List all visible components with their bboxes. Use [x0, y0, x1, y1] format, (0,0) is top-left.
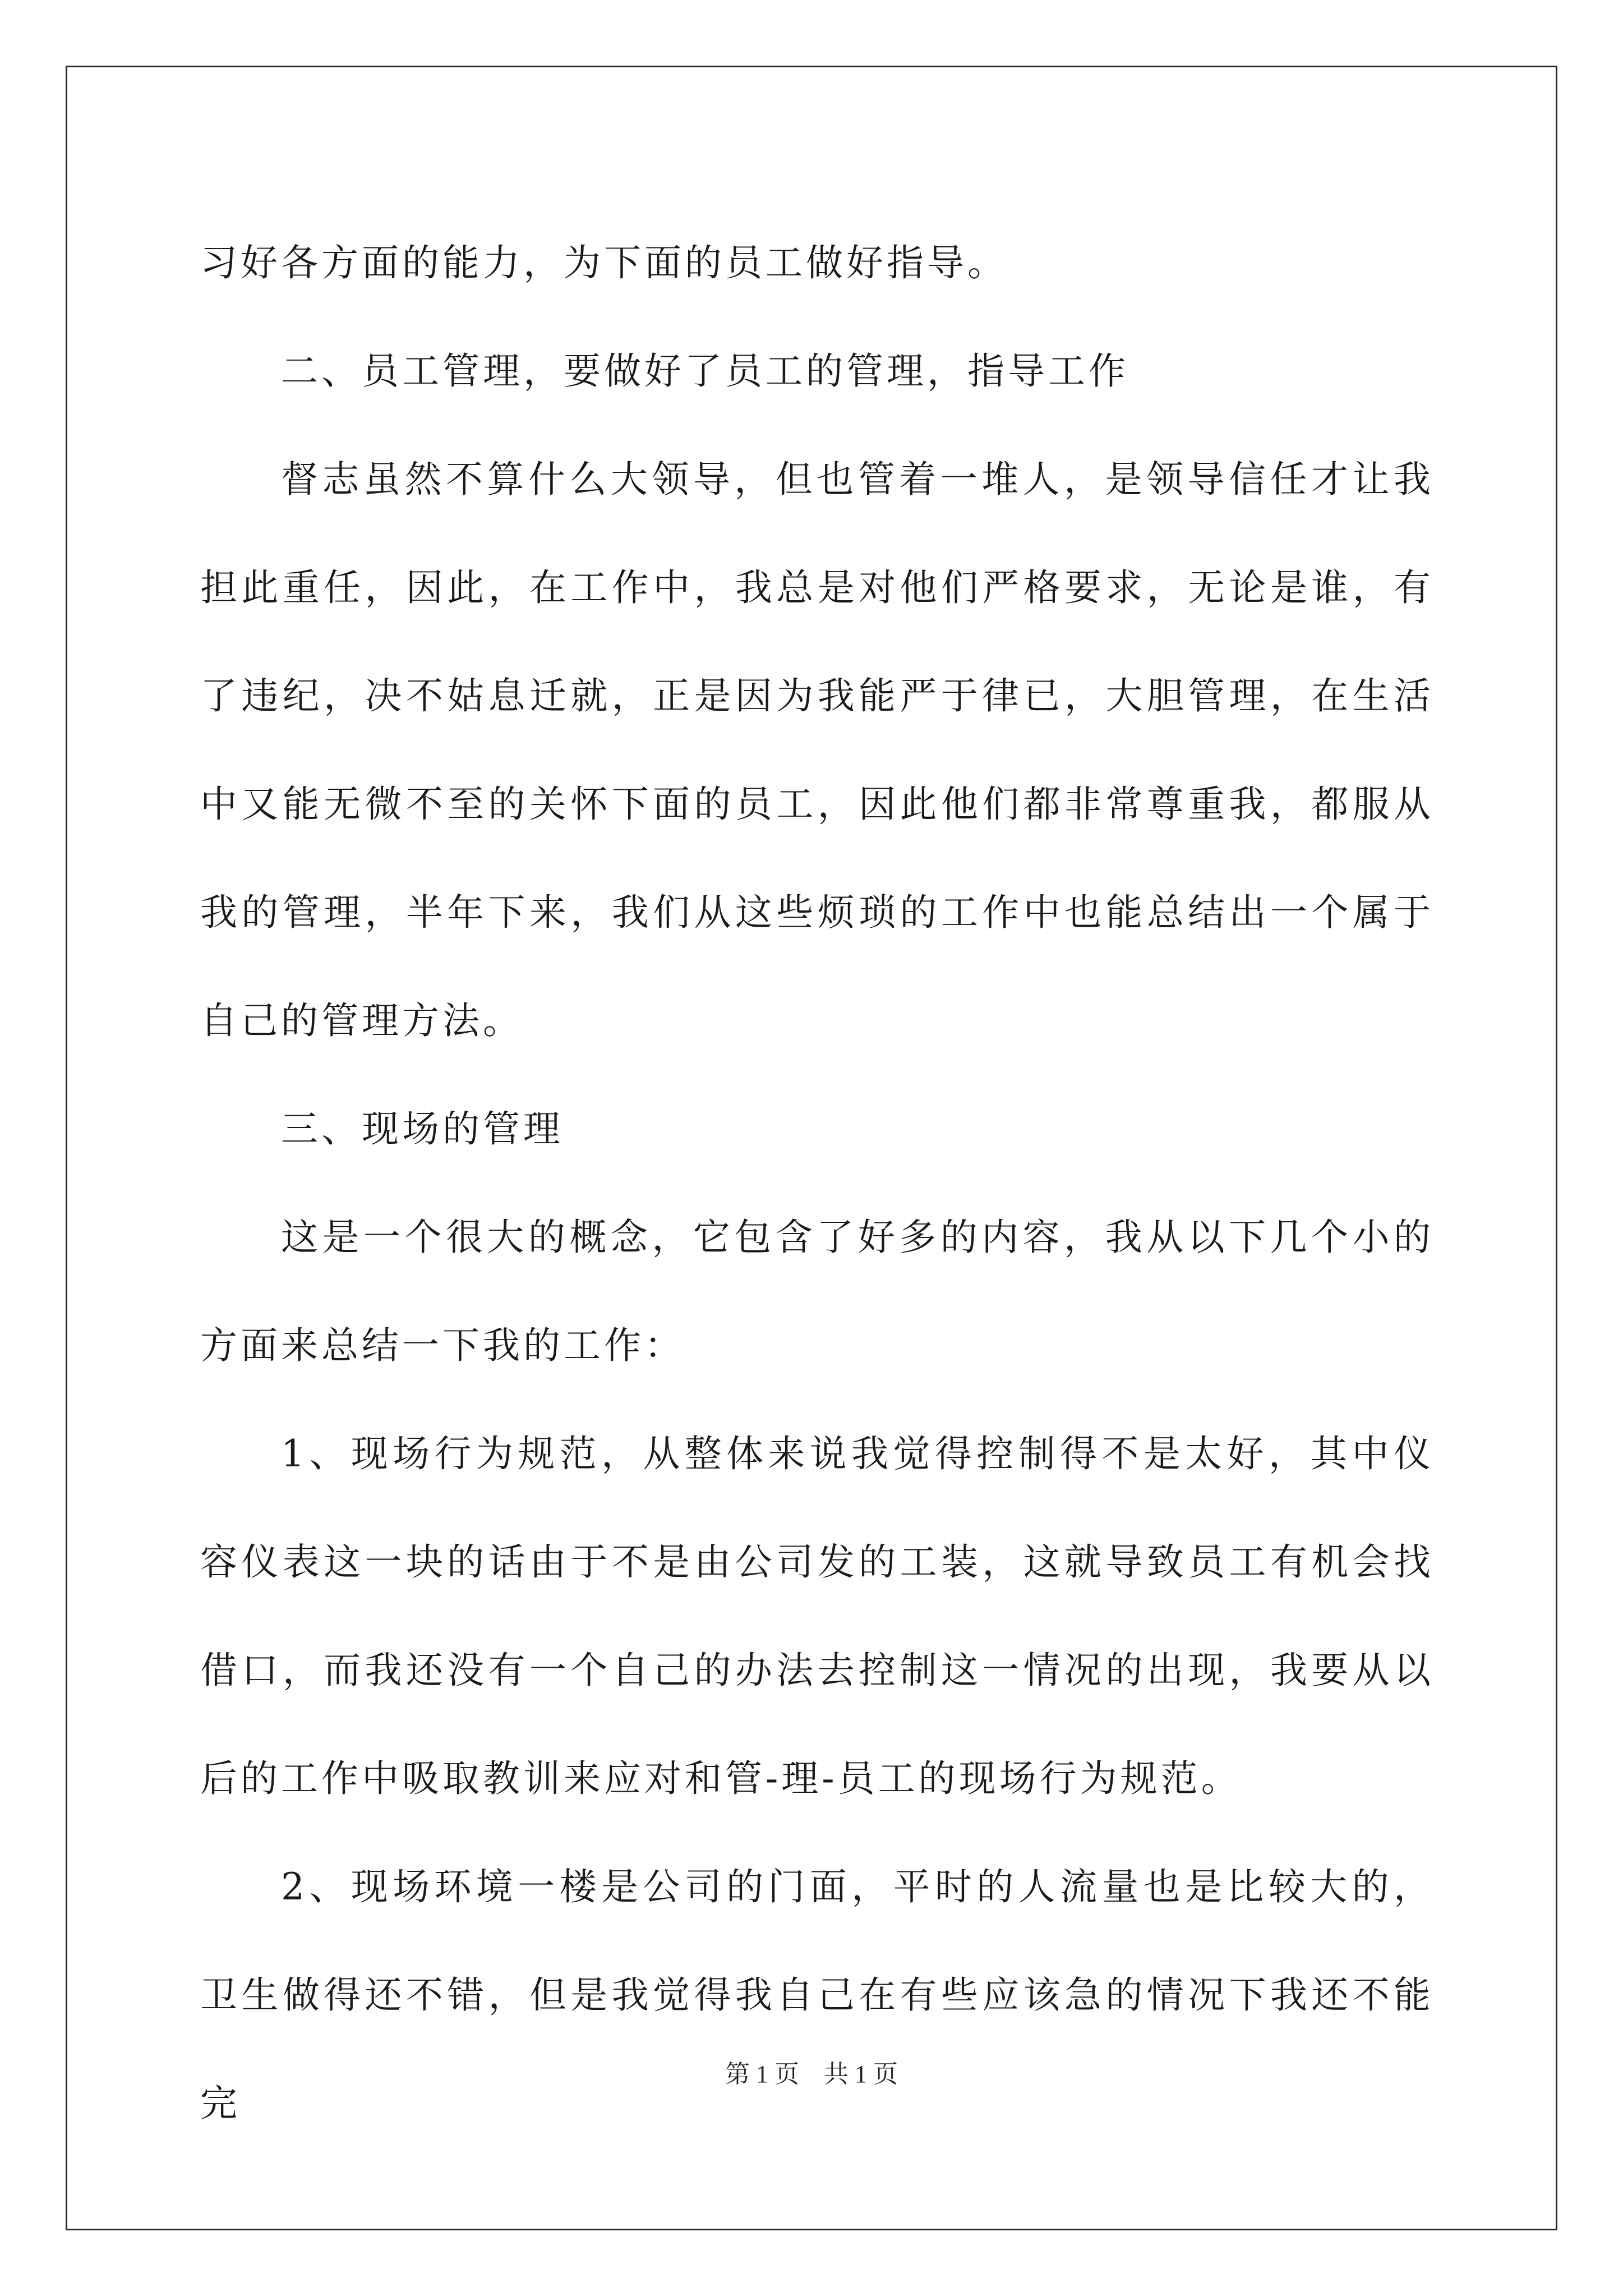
- page-footer: 第 1 页 共 1 页: [725, 2060, 898, 2088]
- paragraph-4: 三、现场的管理: [281, 1107, 564, 1151]
- paragraph-2: 二、员工管理，要做好了员工的管理，指导工作: [281, 349, 1129, 393]
- paragraph-5: 这是一个很大的概念，它包含了好多的内容，我从以下几个小的方面来总结一下我的工作：: [200, 1216, 1434, 1367]
- paragraph-7: 2、现场环境一楼是公司的门面，平时的人流量也是比较大的，卫生做得还不错，但是我觉得我自己在有些应该急的情况下我还不能完: [200, 1865, 1434, 2125]
- paragraph-3: 督志虽然不算什么大领导，但也管着一堆人，是领导信任才让我担此重任，因此，在工作中，我总是对他们严格要求，无论是谁，有了违纪，决不姑息迁就，正是因为我能严于律已，大胆管理，在生活中又能无微不至的关怀下面的员工，因此他们都非常尊重我，都服从我的管理，半年下来，我们从这些烦琐的工作中也能总结出一个属于自己的管理方法。: [200, 458, 1434, 1042]
- document-body: [200, 209, 1434, 2157]
- paragraph-1: 习好各方面的能力，为下面的员工做好指导。: [200, 241, 1008, 284]
- paragraph-6: 1、现场行为规范，从整体来说我觉得控制得不是太好，其中仪容仪表这一块的话由于不是由公司发的工装，这就导致员工有机会找借口，而我还没有一个自己的办法去控制这一情况的出现，我要从以后的工作中吸取教训来应对和管-理-员工的现场行为规范。: [200, 1432, 1434, 1800]
